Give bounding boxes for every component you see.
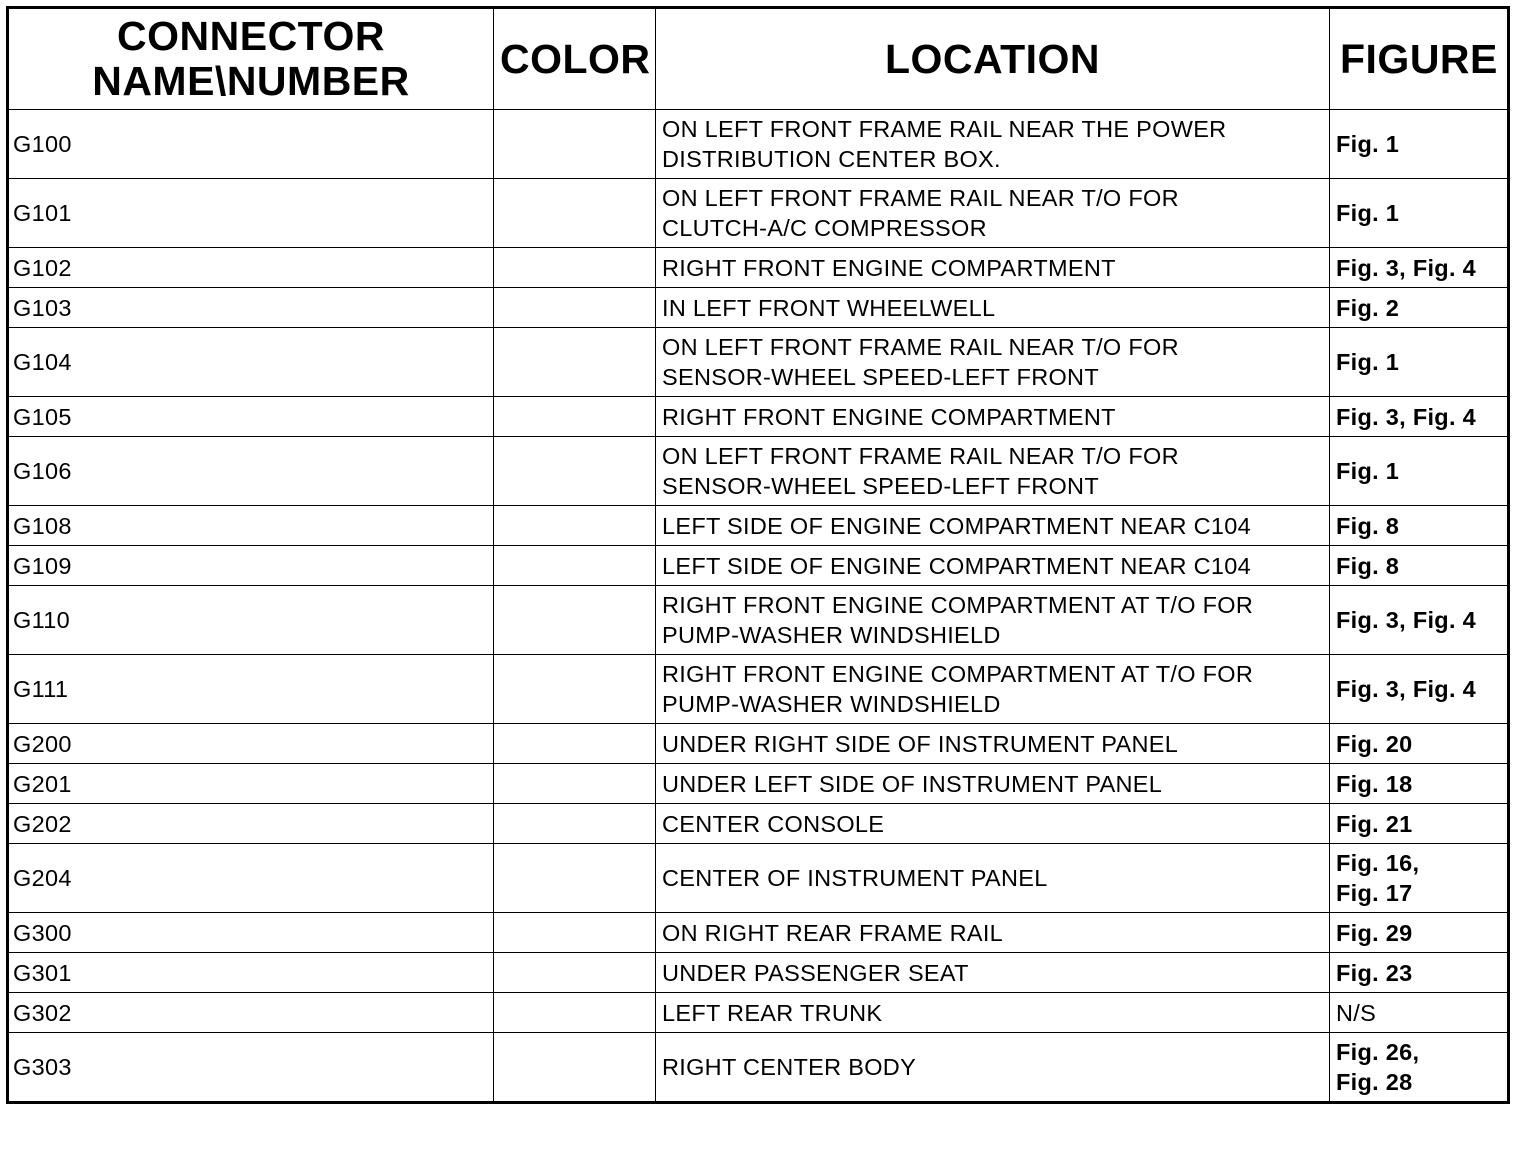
connector-name-cell: G104 <box>8 328 494 397</box>
table-row <box>8 506 1509 546</box>
figure-reference: Fig. 8 <box>1336 512 1400 539</box>
figure-cell <box>1330 110 1509 179</box>
connector-name-cell: G109 <box>8 546 494 586</box>
figure-reference: Fig. 23 <box>1336 959 1413 986</box>
color-cell <box>494 546 656 586</box>
connector-name-cell: G111 <box>8 655 494 724</box>
location-cell <box>656 586 1330 655</box>
location-cell <box>656 248 1330 288</box>
location-cell <box>656 655 1330 724</box>
table-row <box>8 804 1509 844</box>
figure-reference: Fig. 29 <box>1336 919 1413 946</box>
figure-reference: Fig. 8 <box>1336 552 1400 579</box>
location-text-line: ON LEFT FRONT FRAME RAIL NEAR T/O FOR <box>662 443 1179 469</box>
figure-cell <box>1330 804 1509 844</box>
location-text-line: SENSOR-WHEEL SPEED-LEFT FRONT <box>662 364 1099 390</box>
location-text-line: ON LEFT FRONT FRAME RAIL NEAR T/O FOR <box>662 334 1179 360</box>
color-cell <box>494 1033 656 1103</box>
figure-reference: Fig. 18 <box>1336 770 1413 797</box>
connector-name-cell: G103 <box>8 288 494 328</box>
figure-reference: Fig. 21 <box>1336 810 1413 837</box>
table-row <box>8 437 1509 506</box>
color-cell <box>494 437 656 506</box>
color-cell <box>494 764 656 804</box>
figure-cell <box>1330 546 1509 586</box>
figure-cell <box>1330 844 1509 913</box>
connector-name-cell: G110 <box>8 586 494 655</box>
location-cell <box>656 1033 1330 1103</box>
color-cell <box>494 913 656 953</box>
color-cell <box>494 586 656 655</box>
location-cell <box>656 506 1330 546</box>
location-text-line: RIGHT FRONT ENGINE COMPARTMENT AT T/O FOR <box>662 592 1254 618</box>
location-text-line: UNDER RIGHT SIDE OF INSTRUMENT PANEL <box>662 730 1179 757</box>
figure-reference: Fig. 1 <box>1336 349 1400 375</box>
location-text-line: PUMP-WASHER WINDSHIELD <box>662 622 1001 648</box>
location-cell <box>656 179 1330 248</box>
location-text-line: CLUTCH-A/C COMPRESSOR <box>662 215 987 241</box>
table-row <box>8 764 1509 804</box>
figure-cell <box>1330 437 1509 506</box>
location-text-line: ON LEFT FRONT FRAME RAIL NEAR THE POWER <box>662 116 1227 142</box>
location-text-line: UNDER PASSENGER SEAT <box>662 959 969 986</box>
location-text-line: DISTRIBUTION CENTER BOX. <box>662 146 1001 172</box>
connector-name-cell: G100 <box>8 110 494 179</box>
table-row <box>8 586 1509 655</box>
connector-name-cell: G201 <box>8 764 494 804</box>
figure-reference: Fig. 28 <box>1336 1069 1413 1095</box>
figure-reference: Fig. 17 <box>1336 880 1413 906</box>
figure-reference: Fig. 16, <box>1336 850 1420 876</box>
connector-name-cell: G102 <box>8 248 494 288</box>
table-row <box>8 546 1509 586</box>
connector-name-cell: G200 <box>8 724 494 764</box>
figure-reference: Fig. 26, <box>1336 1039 1420 1065</box>
location-text-line: PUMP-WASHER WINDSHIELD <box>662 691 1001 717</box>
figure-reference: N/S <box>1336 999 1377 1026</box>
location-text-line: RIGHT FRONT ENGINE COMPARTMENT AT T/O FOR <box>662 661 1254 687</box>
color-cell <box>494 844 656 913</box>
figure-cell <box>1330 953 1509 993</box>
figure-cell <box>1330 397 1509 437</box>
connector-name-cell: G303 <box>8 1033 494 1103</box>
location-text-line: CENTER CONSOLE <box>662 810 885 837</box>
figure-reference: Fig. 3, Fig. 4 <box>1336 254 1476 281</box>
header-connector-name-line1: CONNECTOR <box>117 13 385 59</box>
location-cell <box>656 953 1330 993</box>
figure-reference: Fig. 1 <box>1336 200 1400 226</box>
table-row <box>8 397 1509 437</box>
connector-name-cell: G106 <box>8 437 494 506</box>
location-cell <box>656 546 1330 586</box>
location-cell <box>656 437 1330 506</box>
ground-connector-table <box>6 6 1510 1104</box>
location-cell <box>656 328 1330 397</box>
location-text-line: LEFT SIDE OF ENGINE COMPARTMENT NEAR C104 <box>662 512 1252 539</box>
location-text-line: RIGHT CENTER BODY <box>662 1054 917 1080</box>
location-text-line: UNDER LEFT SIDE OF INSTRUMENT PANEL <box>662 770 1163 797</box>
figure-cell <box>1330 724 1509 764</box>
color-cell <box>494 506 656 546</box>
table-row <box>8 328 1509 397</box>
header-location: LOCATION <box>656 8 1330 110</box>
figure-cell <box>1330 913 1509 953</box>
location-cell <box>656 993 1330 1033</box>
color-cell <box>494 655 656 724</box>
table-row <box>8 655 1509 724</box>
location-cell <box>656 110 1330 179</box>
location-cell <box>656 844 1330 913</box>
connector-name-cell: G301 <box>8 953 494 993</box>
figure-reference: Fig. 1 <box>1336 458 1400 484</box>
header-figure: FIGURE <box>1330 8 1509 110</box>
figure-cell <box>1330 288 1509 328</box>
color-cell <box>494 953 656 993</box>
figure-reference: Fig. 1 <box>1336 131 1400 157</box>
location-text-line: CENTER OF INSTRUMENT PANEL <box>662 865 1048 891</box>
connector-name-cell: G204 <box>8 844 494 913</box>
table-row <box>8 248 1509 288</box>
figure-cell <box>1330 328 1509 397</box>
connector-name-cell: G202 <box>8 804 494 844</box>
location-cell <box>656 724 1330 764</box>
figure-cell <box>1330 586 1509 655</box>
color-cell <box>494 179 656 248</box>
table-row <box>8 953 1509 993</box>
connector-name-cell: G300 <box>8 913 494 953</box>
location-text-line: ON LEFT FRONT FRAME RAIL NEAR T/O FOR <box>662 185 1179 211</box>
location-cell <box>656 764 1330 804</box>
table-row <box>8 110 1509 179</box>
table-body <box>8 110 1509 1103</box>
figure-reference: Fig. 2 <box>1336 294 1400 321</box>
color-cell <box>494 110 656 179</box>
table-row <box>8 179 1509 248</box>
connector-name-cell: G302 <box>8 993 494 1033</box>
figure-reference: Fig. 3, Fig. 4 <box>1336 676 1476 702</box>
color-cell <box>494 288 656 328</box>
location-text-line: ON RIGHT REAR FRAME RAIL <box>662 919 1004 946</box>
location-cell <box>656 804 1330 844</box>
connector-name-cell: G101 <box>8 179 494 248</box>
color-cell <box>494 248 656 288</box>
header-row <box>8 8 1509 110</box>
color-cell <box>494 397 656 437</box>
figure-cell <box>1330 1033 1509 1103</box>
location-cell <box>656 288 1330 328</box>
header-connector-name <box>8 8 494 110</box>
color-cell <box>494 724 656 764</box>
location-text-line: SENSOR-WHEEL SPEED-LEFT FRONT <box>662 473 1099 499</box>
figure-cell <box>1330 764 1509 804</box>
location-text-line: IN LEFT FRONT WHEELWELL <box>662 294 996 321</box>
location-text-line: LEFT REAR TRUNK <box>662 999 883 1026</box>
header-connector-name-line2: NAME\NUMBER <box>92 58 410 104</box>
location-cell <box>656 397 1330 437</box>
table-row <box>8 913 1509 953</box>
location-cell <box>656 913 1330 953</box>
table-row <box>8 288 1509 328</box>
figure-reference: Fig. 3, Fig. 4 <box>1336 403 1476 430</box>
figure-reference: Fig. 3, Fig. 4 <box>1336 607 1476 633</box>
figure-cell <box>1330 179 1509 248</box>
color-cell <box>494 804 656 844</box>
color-cell <box>494 993 656 1033</box>
location-text-line: RIGHT FRONT ENGINE COMPARTMENT <box>662 403 1116 430</box>
table-row <box>8 844 1509 913</box>
table-header <box>8 8 1509 110</box>
figure-cell <box>1330 506 1509 546</box>
header-color: COLOR <box>494 8 656 110</box>
table-row <box>8 1033 1509 1103</box>
table-row <box>8 993 1509 1033</box>
figure-cell <box>1330 248 1509 288</box>
figure-reference: Fig. 20 <box>1336 730 1413 757</box>
figure-cell <box>1330 655 1509 724</box>
figure-cell <box>1330 993 1509 1033</box>
connector-name-cell: G105 <box>8 397 494 437</box>
table-row <box>8 724 1509 764</box>
connector-name-cell: G108 <box>8 506 494 546</box>
color-cell <box>494 328 656 397</box>
location-text-line: RIGHT FRONT ENGINE COMPARTMENT <box>662 254 1116 281</box>
location-text-line: LEFT SIDE OF ENGINE COMPARTMENT NEAR C104 <box>662 552 1252 579</box>
